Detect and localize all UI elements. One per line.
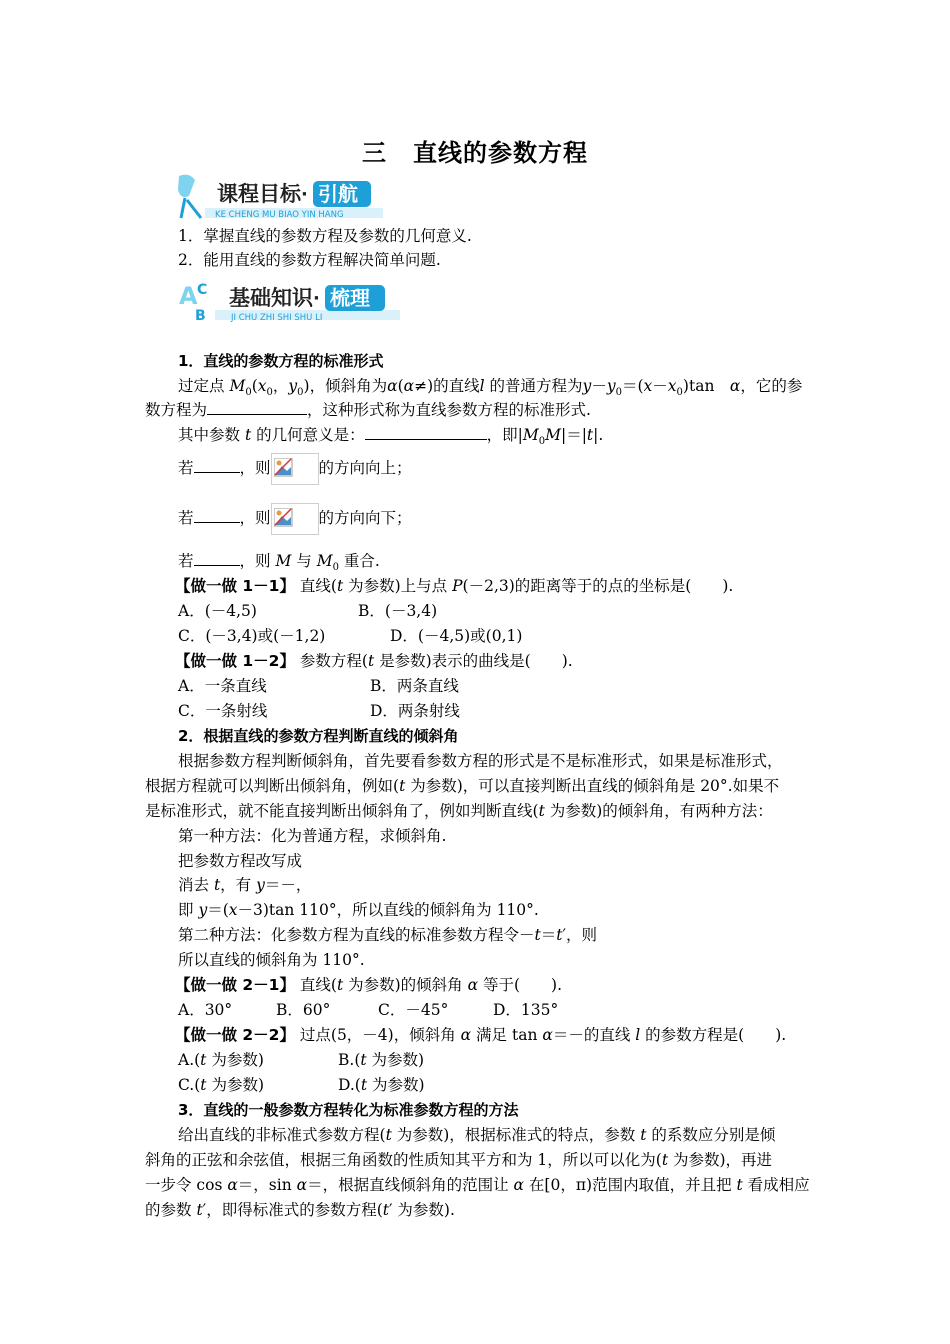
section2-heading: 2．根据直线的参数方程判断直线的倾斜角 <box>178 727 459 745</box>
section3-para1: 给出直线的非标准式参数方程(t 为参数)，根据标准式的特点，参数 t 的系数应分别是倾 <box>178 1126 776 1144</box>
letter-b-icon: B <box>195 308 206 324</box>
goal-2: 2．能用直线的参数方程解决简单问题. <box>178 251 441 269</box>
exercise-2-1: 【做一做 2－1】 直线(t 为参数)的倾斜角 α 等于( ). <box>175 976 563 994</box>
section3-para3: 一步令 cos α＝，sin α＝，根据直线倾斜角的范围让 α 在[0，π)范围内取值，并且把 t 看成相应 <box>145 1176 810 1194</box>
goal-1: 1．掌握直线的参数方程及参数的几何意义. <box>178 227 472 245</box>
exercise-2-1-option-c[interactable]: C．－45° <box>378 1001 449 1019</box>
banner1-tag-text: 引航 <box>318 182 358 206</box>
banner1-dot: · <box>301 184 308 205</box>
exercise-1-1-option-a[interactable]: A．(－4,5) <box>178 602 257 620</box>
banner1-main-text: 课程目标 <box>217 182 301 206</box>
exercise-1-2-option-b[interactable]: B．两条直线 <box>370 677 459 695</box>
section1-para1: 过定点 $M_0(x_0$，$y_0$)，倾斜角为α(α≠)的直线l 的普通方程为$y-y_0=(x-x_0)\tan$ α，它的参 <box>178 377 803 399</box>
section1-para3: 其中参数 t 的几何意义是： ，即$|M_0M|=|t|$. <box>178 426 604 448</box>
exercise-1-1-option-c[interactable]: C．(－3,4)或(－1,2) <box>178 627 326 645</box>
condition-up: 若 ，则 的方向向上； <box>178 453 412 485</box>
exercise-1-1-option-d[interactable]: D．(－4,5)或(0,1) <box>390 627 523 645</box>
exercise-1-2: 【做一做 1－2】 参数方程(t 是参数)表示的曲线是( ). <box>175 652 573 670</box>
condition-down: 若 ，则 的方向向下； <box>178 503 412 535</box>
exercise-2-2-option-b[interactable]: B.(t 为参数) <box>338 1051 425 1069</box>
method2-title: 第二种方法：化参数方程为直线的标准参数方程令－t＝t′，则 <box>178 926 598 944</box>
exercise-1-2-option-c[interactable]: C．一条射线 <box>178 702 268 720</box>
satellite-dish-icon <box>178 175 195 197</box>
condition-coincide: 若 ，则 M 与 $M_0$ 重合. <box>178 552 380 574</box>
exercise-2-2-option-d[interactable]: D.(t 为参数) <box>338 1076 425 1094</box>
exercise-1-1: 【做一做 1－1】 直线(t 为参数)上与点 P(－2,3)的距离等于的点的坐标是( ). <box>175 577 734 595</box>
section3-para4: 的参数 t′，即得标准式的参数方程(t′ 为参数). <box>145 1201 455 1219</box>
method2-result: 所以直线的倾斜角为 110°. <box>178 951 365 969</box>
blank-condition-up <box>194 458 240 473</box>
exercise-1-1-option-b[interactable]: B．(－3,4) <box>358 602 438 620</box>
exercise-2-2-option-a[interactable]: A.(t 为参数) <box>178 1051 264 1069</box>
method1-title: 第一种方法：化为普通方程，求倾斜角. <box>178 827 447 845</box>
exercise-2-1-option-a[interactable]: A．30° <box>178 1001 233 1019</box>
blank-parametric-eq <box>207 400 307 415</box>
method1-step3: 即 y＝(x－3)tan 110°，所以直线的倾斜角为 110°. <box>178 901 539 919</box>
method1-step2: 消去 t，有 y＝－， <box>178 876 312 894</box>
section1-para2: 数方程为 ，这种形式称为直线参数方程的标准形式. <box>145 401 591 419</box>
title-number: 三 <box>362 139 387 167</box>
title-text: 直线的参数方程 <box>413 139 588 167</box>
exercise-2-2-option-c[interactable]: C.(t 为参数) <box>178 1076 264 1094</box>
basic-knowledge-banner-graphic <box>175 276 405 326</box>
blank-condition-down <box>194 508 240 523</box>
exercise-2-1-option-b[interactable]: B．60° <box>276 1001 331 1019</box>
banner2-tag-text: 梳理 <box>330 286 370 310</box>
exercise-2-2: 【做一做 2－2】 过点(5，－4)，倾斜角 α 满足 tan α＝－的直线 l 的参数方程是( ). <box>175 1026 787 1044</box>
section1-heading: 1．直线的参数方程的标准形式 <box>178 352 384 370</box>
exercise-1-2-option-a[interactable]: A．一条直线 <box>178 677 267 695</box>
section2-para2: 根据方程就可以判断出倾斜角，例如(t 为参数)，可以直接判断出直线的倾斜角是 20°.如果不 <box>145 777 780 795</box>
banner2-dot: · <box>313 288 320 309</box>
exercise-2-1-option-d[interactable]: D．135° <box>493 1001 559 1019</box>
blank-geometric-meaning <box>365 425 487 440</box>
letter-a-icon: A <box>179 282 198 310</box>
banner1-subtitle: KE CHENG MU BIAO YIN HANG <box>215 210 344 220</box>
basic-knowledge-banner <box>175 276 405 330</box>
blank-condition-coincide <box>194 551 240 566</box>
course-goals-banner-graphic <box>175 170 385 222</box>
section2-para3: 是标准形式，就不能直接判断出倾斜角了，例如判断直线(t 为参数)的倾斜角，有两种方法： <box>145 802 773 820</box>
method1-step1: 把参数方程改写成 <box>178 852 303 870</box>
page-title <box>0 133 950 168</box>
banner2-main-text: 基础知识 <box>229 286 313 310</box>
exercise-1-2-option-d[interactable]: D．两条射线 <box>370 702 460 720</box>
banner2-subtitle: JI CHU ZHI SHI SHU LI <box>231 313 323 323</box>
broken-image-icon <box>271 503 319 535</box>
section3-heading: 3．直线的一般参数方程转化为标准参数方程的方法 <box>178 1101 519 1119</box>
letter-c-icon: C <box>197 282 208 298</box>
course-goals-banner <box>175 170 385 226</box>
broken-image-icon <box>271 453 319 485</box>
section3-para2: 斜角的正弦和余弦值，根据三角函数的性质知其平方和为 1，所以可以化为(t 为参数)，再进 <box>145 1151 773 1169</box>
section2-para1: 根据参数方程判断倾斜角，首先要看参数方程的形式是不是标准形式，如果是标准形式， <box>178 752 783 770</box>
